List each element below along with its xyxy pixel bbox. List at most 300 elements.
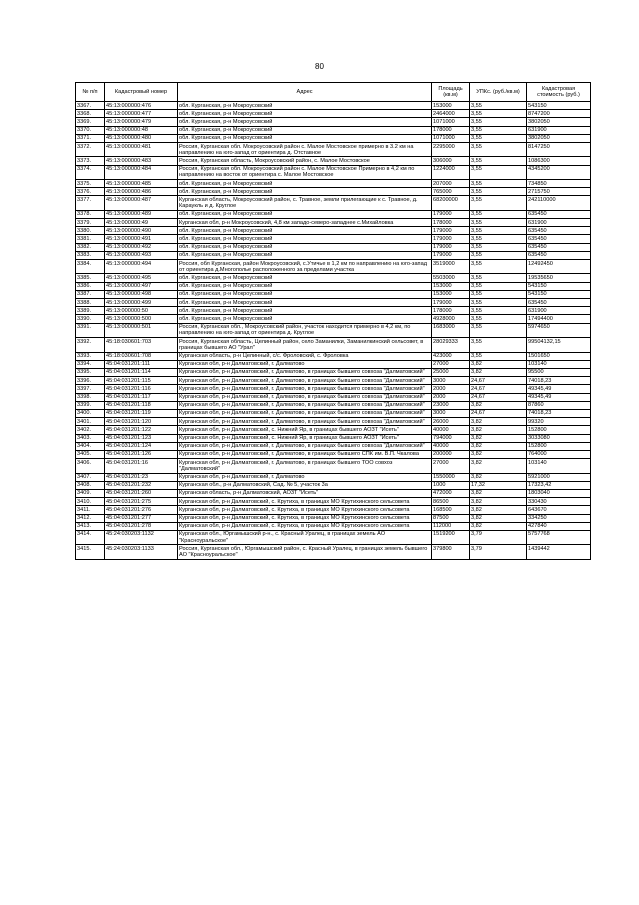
cadastral-number: 45:04:031201:123 [105,434,178,442]
cadastral-value: 8747200 [527,110,591,118]
cadastral-value: 1803040 [527,489,591,497]
cadastral-number: 45:13:000000:490 [105,227,178,235]
cadastral-value: 95500 [527,368,591,376]
row-number: 3374. [76,165,105,179]
address: обл. Курганская, р-н Мокроусовский [178,227,432,235]
cadastral-value: 87860 [527,401,591,409]
upks: 3,82 [470,401,527,409]
cadastral-number: 45:13:000000:480 [105,134,178,142]
address: обл. Курганская, р-н Мокроусовский [178,210,432,218]
cadastral-number: 45:13:000000:481 [105,143,178,157]
cadastral-number: 45:13:000000:477 [105,110,178,118]
table-row [76,393,591,401]
upks: 3,82 [470,473,527,481]
address: Россия, Курганская обл. Мокроусовский район с. Малое Мостовское Примерно в 4,2 км по направлению на восток от ориентира с. Малое Мостовское [178,165,432,179]
address: Курганская обл, р-н Далматовский, г. Далматово, в границах бывшего совхоза "Далматовский" [178,368,432,376]
address: обл. Курганская, р-н Мокроусовский [178,235,432,243]
row-number: 3404. [76,442,105,450]
area: 2000 [432,393,470,401]
row-number: 3401. [76,418,105,426]
cadastral-number: 45:04:031201:277 [105,514,178,522]
cadastral-number: 45:13:000000:486 [105,188,178,196]
address: Курганская обл, р-н Далматовский, г. Далматово, в границах бывшего совхоза "Далматовский" [178,442,432,450]
row-number: 3408. [76,481,105,489]
cadastral-value: 1501650 [527,352,591,360]
address: Курганская обл, р-н Далматовский, с. Нижний Яр, в границах бывшего АОЗТ "Исеть" [178,434,432,442]
page-number: 80 [315,62,324,71]
row-number: 3371. [76,134,105,142]
upks: 24,67 [470,393,527,401]
area: 1071000 [432,118,470,126]
area: 1519200 [432,530,470,544]
row-number: 3412. [76,514,105,522]
table-row [76,282,591,290]
table-row [76,260,591,274]
upks: 3,55 [470,243,527,251]
area: 1683000 [432,323,470,337]
cadastral-value: 242110000 [527,196,591,210]
upks: 3,55 [470,251,527,259]
cadastral-value: 643670 [527,506,591,514]
upks: 3,55 [470,196,527,210]
cadastral-number: 45:04:031201:119 [105,409,178,417]
area: 472000 [432,489,470,497]
cadastral-value: 734850 [527,180,591,188]
area: 179000 [432,243,470,251]
address: Курганская обл., Юргамышский р-н., с. Красный Уралец, в границах земель АО "Красноуральское" [178,530,432,544]
upks: 3,55 [470,282,527,290]
table-row [76,368,591,376]
table-row [76,360,591,368]
cadastral-value: 12492450 [527,260,591,274]
area: 423000 [432,352,470,360]
table-row [76,251,591,259]
address: Курганская обл, р-н Далматовский, г. Далматово, в границах бывшего совхоза "Далматовский" [178,377,432,385]
table-row [76,165,591,179]
cadastral-number: 45:13:000000:483 [105,157,178,165]
table-row [76,489,591,497]
cadastral-value: 635450 [527,227,591,235]
table-row [76,243,591,251]
upks: 3,55 [470,143,527,157]
upks: 3,55 [470,274,527,282]
area: 153000 [432,282,470,290]
table-row [76,450,591,458]
row-number: 3370. [76,126,105,134]
cadastral-value: 99320 [527,418,591,426]
table-row [76,157,591,165]
upks: 3,55 [470,102,527,110]
row-number: 3400. [76,409,105,417]
area: 68200000 [432,196,470,210]
cadastral-number: 45:04:031201:115 [105,377,178,385]
cadastral-number: 45:04:031201:276 [105,506,178,514]
address: обл. Курганская, р-н Мокроусовский [178,251,432,259]
area: 1071000 [432,134,470,142]
upks: 3,82 [470,489,527,497]
upks: 3,55 [470,290,527,298]
table-row [76,545,591,559]
upks: 3,55 [470,134,527,142]
upks: 3,55 [470,307,527,315]
upks: 3,82 [470,506,527,514]
row-number: 3386. [76,282,105,290]
address: Курганская обл, р-н Мокроусовский, 4,8 км западо-северо-западнее с.Михайловка [178,219,432,227]
cadastral-number: 45:13:000000:49 [105,219,178,227]
upks: 3,82 [470,450,527,458]
address: Курганская обл, р-н Далматовский, г. Далматово [178,473,432,481]
cadastral-value: 543150 [527,290,591,298]
upks: 3,82 [470,434,527,442]
upks: 3,82 [470,368,527,376]
table-row [76,110,591,118]
area: 207000 [432,180,470,188]
cadastral-number: 45:04:031201:117 [105,393,178,401]
cadastral-number: 45:13:000000:491 [105,235,178,243]
row-number: 3394. [76,360,105,368]
row-number: 3397. [76,385,105,393]
row-number: 3368. [76,110,105,118]
upks: 3,55 [470,188,527,196]
area: 153000 [432,102,470,110]
upks: 3,82 [470,418,527,426]
cadastral-number: 45:13:000000:501 [105,323,178,337]
table-row [76,352,591,360]
cadastral-value: 543150 [527,282,591,290]
address: Курганская обл., р-н Далматовский, Сад. № 5, участок 3а [178,481,432,489]
cadastral-number: 45:04:031201:275 [105,498,178,506]
address: обл. Курганская, р-н Мокроусовский [178,282,432,290]
row-number: 3381. [76,235,105,243]
cadastral-value: 5757768 [527,530,591,544]
upks: 3,55 [470,338,527,352]
row-number: 3391. [76,323,105,337]
table-row [76,426,591,434]
address: обл. Курганская, р-н Мокроусовский [178,243,432,251]
address: Курганская обл, р-н Далматовский, с. Нижний Яр, в границах бывшего АОЗТ "Исеть" [178,426,432,434]
address: Курганская область, р-н Целинный, с/с. Фроловский, с. Фроловка [178,352,432,360]
cadastral-number: 45:18:030601:708 [105,352,178,360]
upks: 3,82 [470,522,527,530]
row-number: 3410. [76,498,105,506]
area: 4928000 [432,315,470,323]
area: 2295000 [432,143,470,157]
row-number: 3377. [76,196,105,210]
address: обл. Курганская, р-н Мокроусовский [178,180,432,188]
address: обл. Курганская, р-н Мокроусовский [178,110,432,118]
cadastral-value: 99504132,15 [527,338,591,352]
area: 179000 [432,210,470,218]
upks: 3,55 [470,157,527,165]
row-number: 3414. [76,530,105,544]
area: 306000 [432,157,470,165]
cadastral-value: 3033080 [527,434,591,442]
cadastral-value: 74018,23 [527,409,591,417]
cadastral-number: 45:13:000000:485 [105,180,178,188]
table-row [76,274,591,282]
area: 87500 [432,514,470,522]
cadastral-value: 427840 [527,522,591,530]
cadastral-value: 5974650 [527,323,591,337]
address: обл. Курганская, р-н Мокроусовский [178,299,432,307]
upks: 3,55 [470,165,527,179]
area: 168500 [432,506,470,514]
row-number: 3378. [76,210,105,218]
table-row [76,401,591,409]
cadastral-value: 49345,49 [527,385,591,393]
row-number: 3415. [76,545,105,559]
table-row [76,418,591,426]
upks: 24,67 [470,377,527,385]
row-number: 3380. [76,227,105,235]
area: 40000 [432,426,470,434]
row-number: 3389. [76,307,105,315]
area: 112000 [432,522,470,530]
cadastral-value: 631900 [527,219,591,227]
area: 178000 [432,126,470,134]
upks: 3,79 [470,530,527,544]
area: 794000 [432,434,470,442]
table-row [76,498,591,506]
area: 5503000 [432,274,470,282]
area: 379800 [432,545,470,559]
cadastral-value: 8147250 [527,143,591,157]
area: 3000 [432,409,470,417]
row-number: 3413. [76,522,105,530]
area: 1550000 [432,473,470,481]
cadastral-number: 45:24:030203:1133 [105,545,178,559]
table-row [76,227,591,235]
table-row [76,377,591,385]
row-number: 3390. [76,315,105,323]
header-address: Адрес [178,83,432,102]
row-number: 3382. [76,243,105,251]
address: обл. Курганская, р-н Мокроусовский [178,290,432,298]
upks: 3,79 [470,545,527,559]
table-row [76,102,591,110]
area: 178000 [432,219,470,227]
upks: 3,82 [470,514,527,522]
cadastral-number: 45:04:031201:232 [105,481,178,489]
upks: 3,82 [470,426,527,434]
area: 153000 [432,290,470,298]
cadastral-value: 635450 [527,251,591,259]
cadastral-number: 45:13:000000:497 [105,282,178,290]
row-number: 3369. [76,118,105,126]
cadastral-number: 45:13:000000:500 [105,315,178,323]
address: Курганская обл, р-н Далматовский, с. Крутиха, в границах МО Крутихинского сельсовета [178,514,432,522]
table-row [76,235,591,243]
row-number: 3406. [76,459,105,473]
area: 179000 [432,227,470,235]
address: обл. Курганская, р-н Мокроусовский [178,274,432,282]
cadastral-value: 103140 [527,360,591,368]
cadastral-number: 45:13:000000:492 [105,243,178,251]
cadastral-value: 635450 [527,210,591,218]
cadastral-number: 45:24:030203:1132 [105,530,178,544]
area: 25000 [432,368,470,376]
table-row [76,338,591,352]
area: 1000 [432,481,470,489]
table-row [76,307,591,315]
upks: 3,55 [470,235,527,243]
address: Курганская область, Мокроусовский район, с. Травное, земли прилегающие к с. Травное, д. Караукль и д. Круглое [178,196,432,210]
address: Курганская обл, р-н Далматовский, г. Далматово, в границах бывшего совхоза "Далматовский" [178,393,432,401]
upks: 3,55 [470,323,527,337]
cadastral-value: 543150 [527,102,591,110]
cadastral-number: 45:13:000000:487 [105,196,178,210]
table-row [76,188,591,196]
address: Курганская обл, р-н Далматовский, г. Далматово, в границах бывшего совхоза "Далматовский" [178,418,432,426]
area: 40000 [432,442,470,450]
address: обл. Курганская, р-н Мокроусовский [178,126,432,134]
cadastral-value-table [75,82,591,560]
table-row [76,481,591,489]
row-number: 3387. [76,290,105,298]
cadastral-number: 45:13:000000:493 [105,251,178,259]
header-upks: УПКс. (руб./кв.м) [470,83,527,102]
upks: 3,55 [470,352,527,360]
upks: 3,82 [470,498,527,506]
row-number: 3398. [76,393,105,401]
cadastral-value: 152800 [527,426,591,434]
cadastral-value: 1086300 [527,157,591,165]
address: обл. Курганская, р-н Мокроусовский [178,307,432,315]
area: 3000 [432,377,470,385]
table-header-row [76,83,591,102]
header-cadastral-number: Кадастровый номер [105,83,178,102]
address: Россия, Курганская область, Целинный район, село Заманилки, Заманилкинский сельсовет, в границах бывшего АО "Урал" [178,338,432,352]
table-row [76,530,591,544]
row-number: 3409. [76,489,105,497]
header-cadastral-value: Кадастровая стоимость (руб.) [527,83,591,102]
cadastral-value: 4345200 [527,165,591,179]
cadastral-value: 152800 [527,442,591,450]
table-row [76,118,591,126]
cadastral-number: 45:04:031201:260 [105,489,178,497]
area: 178000 [432,307,470,315]
table-row [76,409,591,417]
table-row [76,315,591,323]
cadastral-value: 19535650 [527,274,591,282]
cadastral-value: 631900 [527,126,591,134]
header-number: № п/п [76,83,105,102]
cadastral-number: 45:18:030601:703 [105,338,178,352]
upks: 17,32 [470,481,527,489]
cadastral-number: 45:04:031201:114 [105,368,178,376]
cadastral-number: 45:13:000000:476 [105,102,178,110]
area: 765000 [432,188,470,196]
table-row [76,385,591,393]
cadastral-value: 635450 [527,235,591,243]
address: обл. Курганская, р-н Мокроусовский [178,118,432,126]
cadastral-number: 45:13:000000:489 [105,210,178,218]
cadastral-value: 2715750 [527,188,591,196]
area: 26000 [432,418,470,426]
address: Курганская обл, р-н Далматовский, г. Далматово, в границах бывшего совхоза "Далматовский" [178,385,432,393]
table-row [76,323,591,337]
row-number: 3403. [76,434,105,442]
cadastral-number: 45:04:031201:124 [105,442,178,450]
cadastral-number: 45:13:000000:494 [105,260,178,274]
table-row [76,514,591,522]
cadastral-number: 45:04:031201:126 [105,450,178,458]
area: 23000 [432,401,470,409]
area: 27000 [432,459,470,473]
cadastral-number: 45:04:031201:23 [105,473,178,481]
address: Курганская обл, р-н Далматовский, с. Крутиха, в границах МО Крутихинского сельсовета [178,498,432,506]
table-row [76,143,591,157]
address: обл. Курганская, р-н Мокроусовский [178,315,432,323]
cadastral-value: 631900 [527,307,591,315]
upks: 3,55 [470,227,527,235]
area: 179000 [432,235,470,243]
table-row [76,126,591,134]
cadastral-number: 45:04:031201:118 [105,401,178,409]
cadastral-number: 45:04:031201:116 [105,385,178,393]
area: 86500 [432,498,470,506]
area: 27000 [432,360,470,368]
address: Курганская обл, р-н Далматовский, с. Крутиха, в границах МО Крутихинского сельсовета [178,522,432,530]
area: 28029333 [432,338,470,352]
row-number: 3385. [76,274,105,282]
cadastral-number: 45:13:000000:48 [105,126,178,134]
table-row [76,506,591,514]
area: 1224000 [432,165,470,179]
cadastral-value: 17323,42 [527,481,591,489]
table-row [76,459,591,473]
area: 2000 [432,385,470,393]
table-row [76,134,591,142]
address: Курганская обл, р-н Далматовский, с. Крутиха, в границах МО Крутихинского сельсовета [178,506,432,514]
address: обл. Курганская, р-н Мокроусовский [178,134,432,142]
table-row [76,180,591,188]
cadastral-value: 764000 [527,450,591,458]
cadastral-value: 74018,23 [527,377,591,385]
row-number: 3379. [76,219,105,227]
cadastral-number: 45:04:031201:278 [105,522,178,530]
row-number: 3388. [76,299,105,307]
table-row [76,196,591,210]
cadastral-value: 3802050 [527,134,591,142]
address: Курганская обл, р-н Далматовский, г. Далматово, в границах бывшего совхоза "Далматовский" [178,409,432,417]
row-number: 3396. [76,377,105,385]
cadastral-number: 45:04:031201:120 [105,418,178,426]
row-number: 3372. [76,143,105,157]
cadastral-number: 45:04:031201:111 [105,360,178,368]
row-number: 3399. [76,401,105,409]
address: Курганская обл, р-н Далматовский, г. Далматово [178,360,432,368]
upks: 3,55 [470,210,527,218]
cadastral-value: 1439442 [527,545,591,559]
row-number: 3407. [76,473,105,481]
cadastral-value: 5921000 [527,473,591,481]
row-number: 3376. [76,188,105,196]
row-number: 3402. [76,426,105,434]
row-number: 3411. [76,506,105,514]
address: Россия, Курганская обл., Мокроусовский район, участок находится примерно в 4,2 км, по направлению на юго-запад от ориентира д. Круглое [178,323,432,337]
row-number: 3384. [76,260,105,274]
address: Россия, Курганская область, Мокроусовский район, с. Малое Мостовское [178,157,432,165]
cadastral-value: 17494400 [527,315,591,323]
row-number: 3392. [76,338,105,352]
cadastral-value: 49345,49 [527,393,591,401]
table-row [76,299,591,307]
cadastral-value: 635450 [527,299,591,307]
area: 179000 [432,251,470,259]
cadastral-value: 334250 [527,514,591,522]
table-row [76,210,591,218]
